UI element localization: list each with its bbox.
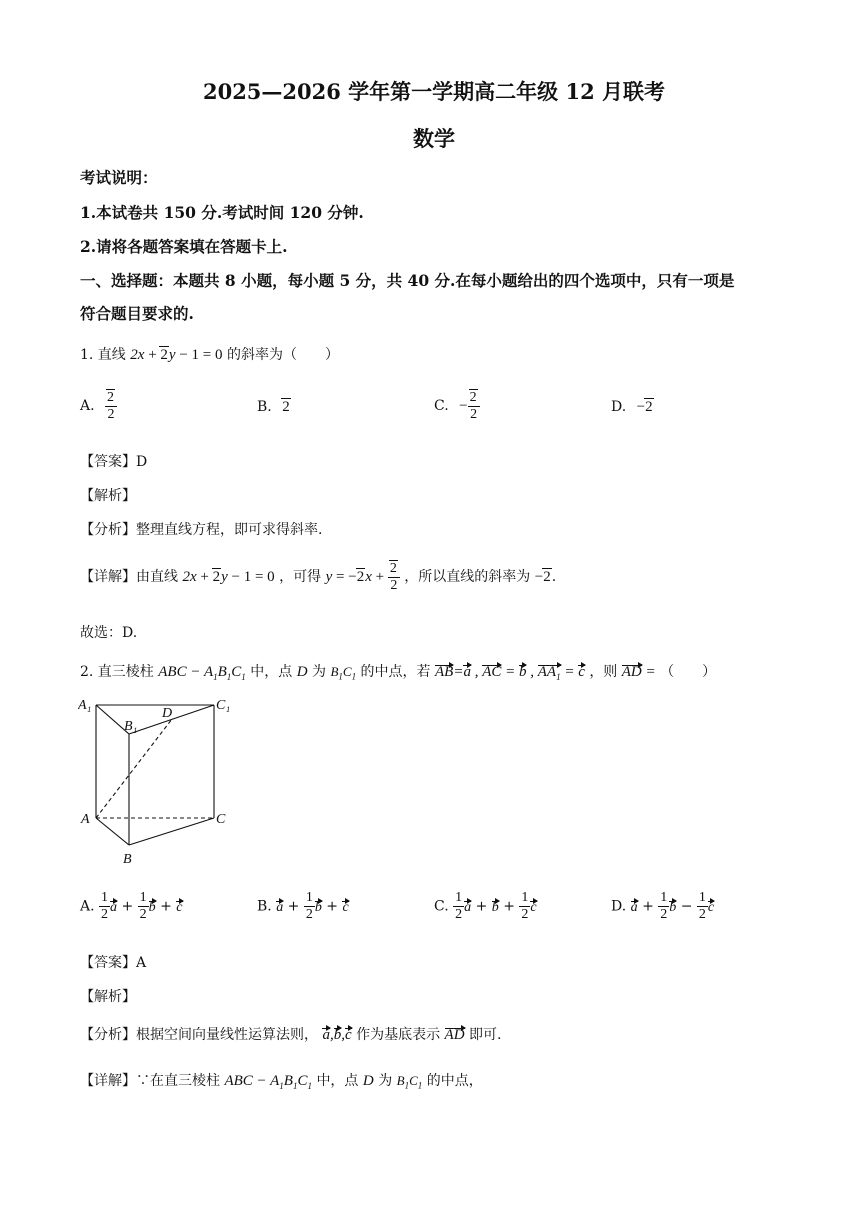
q2-mid1: 中，点 [250,664,293,680]
q2-prefix: 2. 直三棱柱 [80,664,154,680]
label-b1: B₁ [124,719,138,734]
q1-option-a: A. $\frac{2}{2}$ [80,389,117,423]
q2-fenxi-end: 即可. [468,1027,502,1043]
q2-detail-mid1: 中，点 [316,1073,359,1089]
q2-point: D [296,664,308,680]
q1-detail-end: . [551,569,557,585]
q1-detail-prefix: 【详解】由直线 [80,569,178,585]
q1-prefix: 1. 直线 [80,347,126,363]
label-a1: A₁ [78,698,92,713]
q1-option-a-label: A. [80,398,95,414]
instruction-item-1: 1.本试卷共 150 分.考试时间 120 分钟. [80,203,364,222]
q1-option-b: B. 2 [257,399,290,415]
q2-detail: 【详解】∵在直三棱柱 ABC − $A_1B_1C_1$ 中，点 D 为 $B_1C_1$ 的中点， [80,1073,483,1091]
q1-option-d: D. −2 [611,399,653,415]
q1-conclusion: 故选：D. [80,625,138,641]
q2-detail-end: 的中点， [426,1073,483,1089]
q2-fenxi-prefix: 【分析】根据空间向量线性运算法则， [80,1027,318,1043]
q2-analysis-heading: 【解析】 [80,989,136,1005]
q2-fenxi-mid: 作为基底表示 [356,1027,441,1043]
q2-option-a-label: A. [80,898,95,915]
q1-option-b-label: B. [257,399,272,415]
q2-answer: 【答案】A [80,955,147,971]
q1-option-c-label: C. [434,398,449,414]
q2-detail-mid2: 为 [378,1073,393,1089]
label-d: D [162,706,173,721]
edge-bc [129,818,214,845]
q1-detail: 【详解】由直线 2x + 2y − 1 = 0 ，可得 y = −2x + $\frac{2}{2}$ ，所以直线的斜率为 −2. [80,561,557,593]
q2-mid4: ，则 [589,664,618,680]
q2-option-c: C. $\frac{1}{2}$ a + b + $\frac{1}{2}$ c [434,890,537,922]
section-heading-line2: 符合题目要求的. [80,304,194,323]
q1-analysis-heading: 【解析】 [80,488,136,504]
q2-fenxi: 【分析】根据空间向量线性运算法则， a,b,c 作为基底表示 AD 即可. [80,1027,502,1043]
q1-detail-mid2: ，所以直线的斜率为 [404,569,531,585]
q1-detail-mid1: ，可得 [279,569,322,585]
q2-mid2: 为 [312,664,326,680]
label-b: B [123,852,132,866]
q2-option-d-label: D. [611,898,627,915]
q2-option-a: A. $\frac{1}{2}$ a + $\frac{1}{2}$ b + c [80,890,183,922]
q2-mid3: 的中点，若 [360,664,431,680]
label-c1: C₁ [216,698,231,713]
q2-detail-prefix: 【详解】∵在直三棱柱 [80,1073,220,1089]
section-heading-line1: 一、选择题：本题共 8 小题，每小题 5 分，共 40 分.在每小题给出的四个选项中，只有一项是 [80,271,735,290]
subject-title: 数学 [413,126,455,151]
q1-stem [80,344,339,364]
instructions-heading: 考试说明： [80,168,158,187]
q2-option-c-label: C. [434,898,449,915]
q2-option-d: D. a + $\frac{1}{2}$ b − $\frac{1}{2}$ c [611,890,715,922]
q2-option-b-label: B. [257,898,272,915]
label-a: A [81,812,90,827]
q1-option-c: C. − $\frac{2}{2}$ [434,389,480,423]
q1-suffix: 的斜率为（ ） [226,347,339,363]
q1-option-d-label: D. [611,399,627,415]
edge-ab [96,818,129,845]
q1-equation: 2x + 2y − 1 = 0 [130,347,223,363]
prism-figure [78,694,238,866]
q2-suffix: （ ） [660,664,717,680]
exam-title: 2025—2026 学年第一学期高二年级 12 月联考 [202,79,666,104]
label-c: C [216,812,226,827]
q1-fenxi: 【分析】整理直线方程，即可求得斜率. [80,522,323,538]
q1-answer: 【答案】D [80,454,148,470]
instruction-item-2: 2.请将各题答案填在答题卡上. [80,237,288,256]
q2-stem: 2. 直三棱柱 ABC − $A_1B_1C_1$ 中，点 D 为 $B_1C_1$ 的中点，若 AB=a , AC = b , $AA_1 = c$ ，则 AD = （ ） [80,664,717,682]
q2-option-b: B. a + $\frac{1}{2}$ b + c [257,890,349,922]
